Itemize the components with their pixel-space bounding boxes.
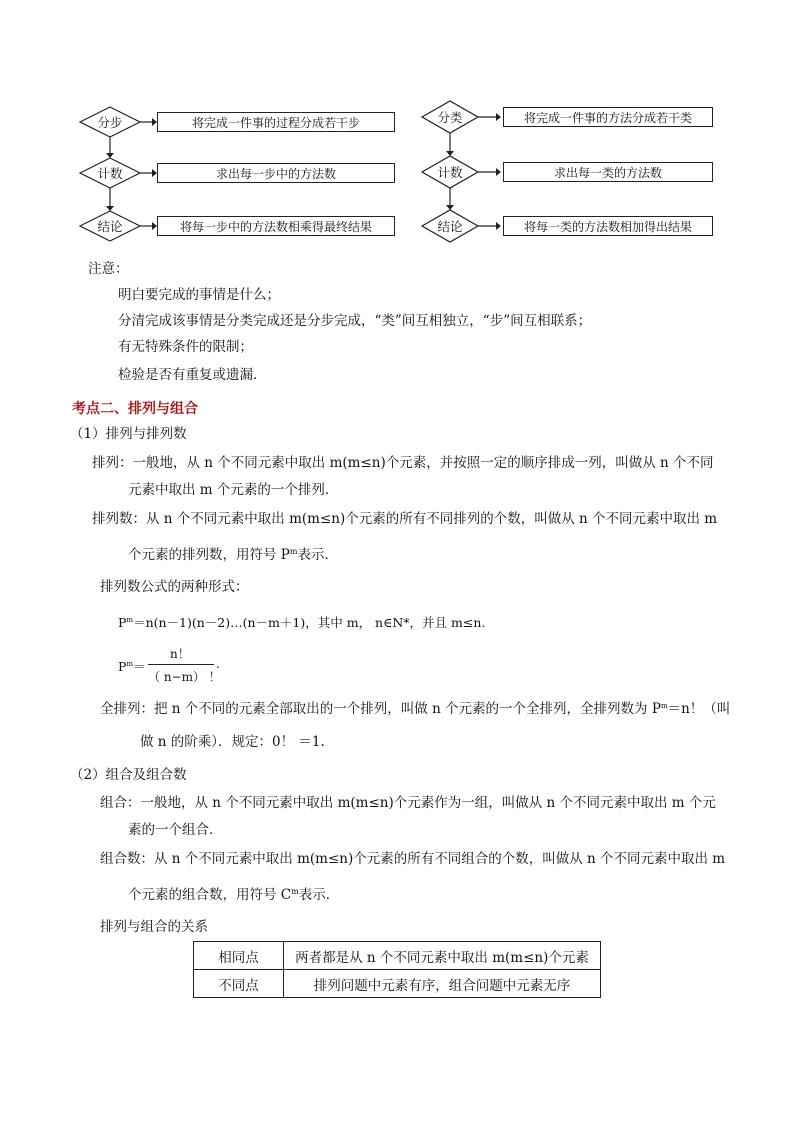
formula-2-eq: ＝	[133, 659, 146, 674]
formula-1-p: P	[118, 615, 127, 630]
combnum-def-line1: 组合数：从 n 个不同元素中取出 m(m≤n)个元素的所有不同组合的个数，叫做从 n 个不同元素中取出 m	[100, 851, 726, 867]
flow-left-desc-3: 将每一步中的方法数相乘得最终结果	[157, 216, 395, 236]
full-perm-text: 全排列：把 n 个不同的元素全部取出的一个排列，叫做 n 个元素的一个全排列，全排列数为 P	[100, 701, 661, 717]
flow-right-desc-2: 求出每一类的方法数	[503, 162, 713, 182]
flow-right-desc-3: 将每一类的方法数相加得出结果	[503, 216, 713, 236]
relation-title: 排列与组合的关系	[100, 919, 208, 935]
formula-title: 排列数公式的两种形式：	[100, 579, 249, 595]
subheading-combination: （2）组合及组合数	[70, 767, 187, 783]
table-row	[194, 970, 601, 998]
formula-2-p: P	[118, 659, 127, 674]
permnum-text: 个元素的排列数，用符号 P	[128, 547, 290, 563]
formula-1	[118, 611, 485, 632]
table-cell-label: 相同点	[194, 942, 284, 970]
formula-2-sup: m	[126, 660, 134, 668]
note-item-2: 分清完成该事情是分类完成还是分步完成，“类”间互相独立，“步”间互相联系；	[118, 313, 592, 329]
full-perm-line2: 做 n 的阶乘）．规定：0！ ＝1.	[140, 734, 325, 750]
flow-right-node-2: 计数	[437, 165, 463, 180]
permnum-tail: 表示．	[297, 547, 338, 563]
flow-right-desc-1: 将完成一件事的方法分成若干类	[503, 107, 713, 127]
formula-2-numerator: n！	[170, 647, 190, 661]
full-perm-line1	[100, 697, 730, 718]
flow-left-node-2: 计数	[97, 166, 123, 181]
full-perm-tail: ＝n！（叫	[667, 701, 731, 717]
combnum-def-line2	[128, 883, 339, 904]
note-item-1: 明白要完成的事情是什么；	[118, 287, 280, 303]
formula-1-sup: m	[126, 616, 134, 624]
permnum-def-line2	[128, 543, 338, 564]
flow-left-desc-1: 将完成一件事的过程分成若干步	[157, 112, 395, 132]
formula-2-lhs	[118, 655, 146, 676]
comb-def-line1: 组合：一般地，从 n 个不同元素中取出 m(m≤n)个元素作为一组，叫做从 n 个不同元素中取出 m 个元	[100, 795, 716, 811]
flow-left-node-3: 结论	[97, 219, 123, 234]
flow-left-node-1: 分步	[97, 115, 123, 130]
section-heading: 考点二、排列与组合	[72, 401, 198, 417]
flow-left-desc-2: 求出每一步中的方法数	[157, 163, 395, 183]
combnum-text: 个元素的组合数，用符号 C	[128, 887, 292, 903]
note-item-3: 有无特殊条件的限制；	[118, 339, 253, 355]
perm-def-line2: 元素中取出 m 个元素的一个排列．	[128, 482, 339, 498]
flow-right-node-1: 分类	[437, 110, 463, 125]
comb-def-line2: 素的一个组合．	[128, 822, 223, 838]
comb-symbol-super: m	[291, 887, 299, 896]
formula-1-body: ＝n(n－1)(n－2)…(n－m＋1)，其中 m， n∈N*，并且 m≤n.	[133, 615, 486, 630]
full-perm-sup: m	[660, 702, 668, 710]
formula-2-dot: .	[216, 657, 220, 671]
table-cell-content: 排列问题中元素有序，组合问题中元素无序	[284, 970, 601, 998]
formula-2-fraction-bar	[148, 664, 214, 665]
table-cell-label: 不同点	[194, 970, 284, 998]
notes-title: 注意：	[88, 261, 129, 277]
note-item-4: 检验是否有重复或遗漏．	[118, 367, 267, 383]
subheading-permutation: （1）排列与排列数	[70, 426, 187, 442]
perm-def-line1: 排列：一般地，从 n 个不同元素中取出 m(m≤n)个元素，并按照一定的顺序排成一列，叫做从 n 个不同	[92, 455, 714, 471]
combnum-tail: 表示．	[298, 887, 340, 903]
permnum-def-line1: 排列数：从 n 个不同元素中取出 m(m≤n)个元素的所有不同排列的个数，叫做从 n 个不同元素中取出 m	[92, 511, 718, 527]
relation-table	[193, 941, 601, 998]
table-row	[194, 942, 601, 970]
perm-symbol-super: m	[289, 547, 298, 556]
formula-2-denominator: （ n−m） ！	[148, 670, 221, 684]
table-cell-content: 两者都是从 n 个不同元素中取出 m(m≤n)个元素	[284, 942, 601, 970]
flow-right-node-3: 结论	[437, 219, 463, 234]
